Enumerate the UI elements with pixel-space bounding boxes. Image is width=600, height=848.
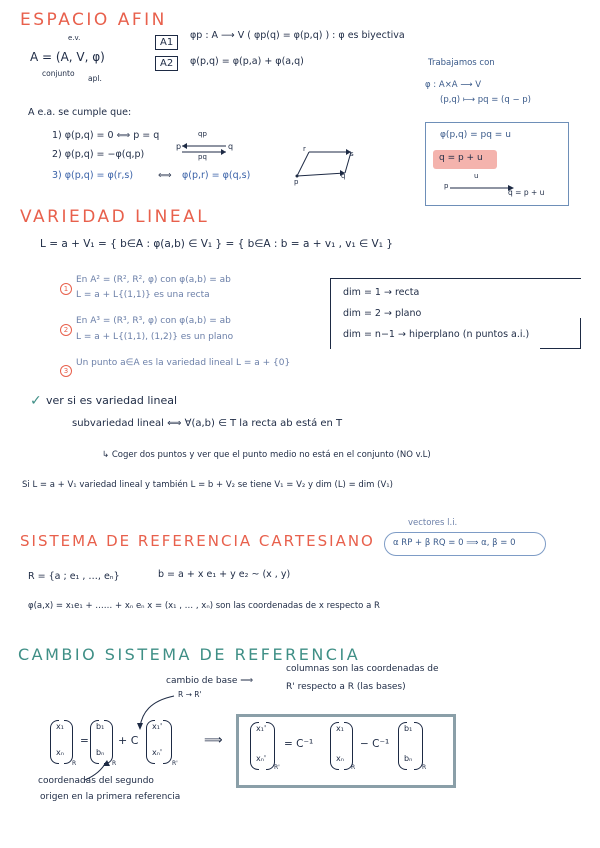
vectores-li: vectores l.i. [408,518,458,528]
implies-arrow: ⟹ [204,733,223,748]
res-b-bottom: bₙ [404,754,413,763]
panel-p-label: p [444,182,449,190]
ver-variedad-title: ver si es variedad lineal [46,394,178,407]
res-x-top: x₁ [336,724,344,733]
vec-x-sub: R [72,760,77,767]
dim-bracket-right [540,318,581,349]
vec-x-right-paren [64,720,73,764]
panel-u-label: u [474,172,479,180]
res-xp-sub: R' [274,764,280,771]
panel-line-1: φ(p,q) = pq = u [440,130,511,140]
referencia-R: R = {a ; e₁ , …, eₙ} [28,571,120,582]
coordenadas-line: φ(a,x) = x₁e₁ + …… + xₙ eₙ x = (x₁ , … , xₙ) son las coordenadas de x respecto a R [28,601,380,611]
b-coordinates: b = a + x e₁ + y e₂ ~ (x , y) [158,569,291,580]
coger-puntos-line: ↳ Coger dos puntos y ver que el punto medio no está en el conjunto (NO v.L) [102,450,431,460]
res-b-sub: R [422,764,427,771]
pq-label: pq [198,153,207,161]
res-b-top: b₁ [404,724,413,733]
tag-a1: A1 [155,35,178,50]
vec-xp-right-paren [163,720,172,764]
vec-xp-top: x₁' [152,722,163,731]
vec-b-sub: R [112,760,117,767]
res-xp-bottom: xₙ' [256,754,267,763]
res-eq: = C⁻¹ [284,738,314,750]
para-p: p [294,178,299,186]
vec-xp-sub: R' [172,760,178,767]
vec-xp-bottom: xₙ' [152,748,163,757]
plus-c: + C [118,734,139,747]
para-q: q [341,172,346,180]
res-x-bottom: xₙ [336,754,344,763]
coord-segundo-1: coordenadas del segundo [38,776,154,786]
vec-x-bottom: xₙ [56,748,64,757]
eq-sign-1: = [80,735,89,747]
vec-b-bottom: bₙ [96,748,105,757]
heading-cambio-referencia: CAMBIO SISTEMA DE REFERENCIA [18,645,361,664]
dim-n: dim = n−1 → hiperplano (n puntos a.i.) [343,329,530,340]
example-2-line-1: En A³ = (R³, R³, φ) con φ(a,b) = ab [76,316,231,326]
axiom-a2: φ(p,q) = φ(p,a) + φ(a,q) [190,56,304,67]
r-to-rprime: R → R' [178,690,202,699]
cumple-que: A e.a. se cumple que: [28,107,132,118]
label-apl: apl. [88,74,102,83]
qp-label: qp [198,130,207,138]
tag-a2: A2 [155,56,178,71]
res-x-sub: R [351,764,356,771]
columnas-line-2: R' respecto a R (las bases) [286,682,406,692]
property-2: 2) φ(p,q) = −φ(q,p) [52,149,145,160]
columnas-line-1: columnas son las coordenadas de [286,664,439,674]
example-2-line-2: L = a + L{(1,1), (1,2)} es un plano [76,332,234,342]
res-xp-right-paren [266,722,275,770]
q-label: q [228,142,234,151]
check-icon: ✓ [30,393,42,409]
variedad-definition: L = a + V₁ = { b∈A : φ(a,b) ∈ V₁ } = { b∈A : b = a + v₁ , v₁ ∈ V₁ } [40,238,393,250]
example-3-marker: 3 [60,358,72,377]
example-3-line-1: Un punto a∈A es la variedad lineal L = a + {0} [76,358,291,368]
para-s: s [350,150,354,158]
subvariedad-line: subvariedad lineal ⟺ ∀(a,b) ∈ T la recta ab está en T [72,418,343,429]
p-label: p [176,142,182,151]
res-minus-cinv: − C⁻¹ [360,738,390,750]
res-b-right-paren [414,722,423,770]
heading-sistema-referencia: SISTEMA DE REFERENCIA CARTESIANO [20,532,375,550]
res-xp-top: x₁' [256,724,267,733]
map-line-1: φ : A×A ⟶ V [425,80,482,90]
res-x-right-paren [344,722,356,771]
trabajamos-con: Trabajamos con [428,58,495,68]
panel-line-2: q = p + u [439,153,483,163]
example-2-marker: 2 [60,317,72,336]
example-1-marker: 1 [60,276,72,295]
example-1-line-1: En A² = (R², R², φ) con φ(a,b) = ab [76,275,231,285]
property-3-iff: ⟺ [158,170,172,181]
map-line-2: (p,q) ⟼ pq = (q − p) [440,95,531,105]
property-1: 1) φ(p,q) = 0 ⟺ p = q [52,130,160,141]
heading-espacio-afin: ESPACIO AFIN [20,10,167,30]
def-espacio-afin: A = (A, V, φ) [30,50,105,64]
axiom-a1: φp : A ⟶ V ( φp(q) = φ(p,q) ) : φ es biyectiva [190,30,405,41]
si-variedad-line: Si L = a + V₁ variedad lineal y también L = b + V₂ se tiene V₁ = V₂ y dim (L) = dim (V₁) [22,480,393,490]
coord-segundo-2: origen en la primera referencia [40,792,181,802]
para-r: r [303,145,306,153]
vec-x-top: x₁ [56,722,64,731]
label-ev: e.v. [68,34,81,42]
label-conjunto: conjunto [42,69,75,78]
heading-variedad-lineal: VARIEDAD LINEAL [20,207,210,227]
li-condition: α RP + β RQ = 0 ⟹ α, β = 0 [393,538,516,548]
panel-q-end: q = p + u [508,188,545,197]
cambio-de-base: cambio de base ⟹ [166,676,254,686]
property-3-right: φ(p,r) = φ(q,s) [182,170,251,181]
example-1-line-2: L = a + L{(1,1)} es una recta [76,290,210,300]
property-3-left: 3) φ(p,q) = φ(r,s) [52,170,134,181]
dim-1: dim = 1 → recta [343,287,420,298]
dim-2: dim = 2 → plano [343,308,422,319]
vec-b-top: b₁ [96,722,105,731]
